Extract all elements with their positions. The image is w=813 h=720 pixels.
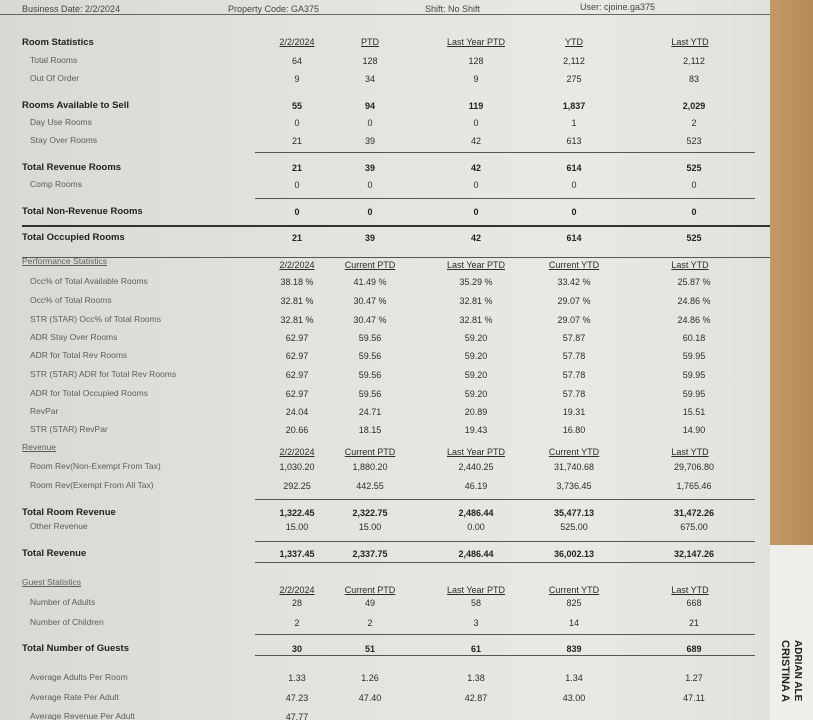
table-cell: 42 (470, 233, 482, 243)
table-cell: 31,740.68 (553, 462, 595, 472)
column-header: Current YTD (548, 260, 600, 270)
row-label: ADR Stay Over Rooms (30, 332, 118, 342)
table-cell: 33.42 % (557, 277, 591, 287)
table-cell: 1,322.45 (279, 508, 315, 518)
column-header: Current YTD (548, 585, 600, 595)
table-cell: 0 (473, 180, 479, 190)
table-cell: 41.49 % (353, 277, 387, 287)
table-cell: 39 (364, 163, 376, 173)
table-cell: 2,337.75 (352, 549, 388, 559)
row-label: ADR for Total Occupied Rooms (30, 388, 148, 398)
table-cell: 59.20 (464, 333, 488, 343)
table-cell: 57.87 (562, 333, 586, 343)
table-cell: 32.81 % (280, 315, 314, 325)
table-cell: 0 (294, 207, 300, 217)
table-cell: 55 (291, 101, 303, 111)
table-cell: 59.20 (464, 351, 488, 361)
row-label: ADR for Total Rev Rooms (30, 350, 128, 360)
side-note-line2: CRISTINA A (779, 640, 791, 703)
table-cell: 0.00 (467, 522, 485, 532)
row-label: Room Rev(Exempt From All Tax) (30, 480, 154, 490)
section-title: Revenue (22, 442, 57, 452)
table-cell: 18.15 (358, 425, 382, 435)
column-header: Last Year PTD (446, 37, 506, 47)
row-label: Occ% of Total Rooms (30, 295, 112, 305)
row-label: Other Revenue (30, 521, 88, 531)
table-cell: 59.95 (682, 351, 706, 361)
table-cell: 32.81 % (459, 315, 493, 325)
table-cell: 64 (291, 56, 303, 66)
table-cell: 21 (688, 618, 700, 628)
table-cell: 59.95 (682, 389, 706, 399)
column-header: PTD (361, 37, 379, 47)
table-cell: 30 (291, 644, 303, 654)
row-label: Total Rooms (30, 55, 78, 65)
table-cell: 2 (691, 118, 697, 128)
column-header: Last YTD (671, 37, 709, 47)
column-header: Current YTD (548, 447, 600, 457)
table-rule (255, 152, 755, 153)
row-label: Out Of Order (30, 73, 80, 83)
table-cell: 31,472.26 (673, 508, 715, 518)
table-cell: 9 (473, 74, 479, 84)
table-cell: 442.55 (356, 481, 384, 491)
table-cell: 3 (473, 618, 479, 628)
table-cell: 59.56 (358, 370, 382, 380)
table-cell: 19.31 (562, 407, 586, 417)
column-header: Last YTD (671, 447, 709, 457)
table-cell: 15.51 (682, 407, 706, 417)
table-cell: 32.81 % (280, 296, 314, 306)
column-header: Last YTD (671, 260, 709, 270)
property-code: Property Code: GA375 (228, 4, 320, 14)
row-label: RevPar (30, 406, 59, 416)
row-label: Occ% of Total Available Rooms (30, 276, 148, 286)
table-cell: 49 (364, 598, 376, 608)
table-cell: 30.47 % (353, 296, 387, 306)
table-cell: 35,477.13 (553, 508, 595, 518)
table-cell: 1.34 (565, 673, 583, 683)
total-row-label: Total Occupied Rooms (22, 232, 125, 243)
table-cell: 1.27 (685, 673, 703, 683)
table-cell: 1,880.20 (352, 462, 388, 472)
table-cell: 21 (291, 163, 303, 173)
table-cell: 57.78 (562, 370, 586, 380)
table-cell: 525 (686, 233, 702, 243)
table-rule (255, 655, 755, 656)
table-rule (255, 634, 755, 635)
table-cell: 51 (364, 644, 376, 654)
table-cell: 292.25 (283, 481, 311, 491)
table-cell: 59.56 (358, 333, 382, 343)
table-cell: 34 (364, 74, 376, 84)
table-cell: 0 (473, 118, 479, 128)
table-cell: 59.95 (682, 370, 706, 380)
table-cell: 2,322.75 (352, 508, 388, 518)
table-cell: 62.97 (285, 389, 309, 399)
section-title: Guest Statistics (22, 577, 82, 587)
table-cell: 1.38 (467, 673, 485, 683)
table-cell: 2,486.44 (458, 508, 494, 518)
table-cell: 16.80 (562, 425, 586, 435)
row-label: Stay Over Rooms (30, 135, 98, 145)
table-cell: 0 (367, 207, 373, 217)
table-cell: 1 (571, 118, 577, 128)
table-cell: 60.18 (682, 333, 706, 343)
table-cell: 42 (470, 136, 482, 146)
section-title: Room Statistics (22, 37, 94, 48)
table-cell: 15.00 (285, 522, 309, 532)
table-cell: 0 (691, 180, 697, 190)
row-label: Number of Adults (30, 597, 96, 607)
total-row-label: Total Number of Guests (22, 643, 129, 654)
table-cell: 614 (566, 233, 582, 243)
table-rule (22, 257, 770, 258)
table-cell: 14 (568, 618, 580, 628)
total-row-label: Rooms Available to Sell (22, 100, 129, 111)
table-cell: 36,002.13 (553, 549, 595, 559)
table-cell: 58 (470, 598, 482, 608)
table-cell: 0 (691, 207, 697, 217)
table-cell: 825 (566, 598, 582, 608)
row-label: Number of Children (30, 617, 104, 627)
table-cell: 0 (367, 118, 373, 128)
column-header: 2/2/2024 (279, 260, 315, 270)
table-cell: 1,837 (562, 101, 586, 111)
table-cell: 62.97 (285, 333, 309, 343)
table-cell: 19.43 (464, 425, 488, 435)
column-header: Last Year PTD (446, 447, 506, 457)
table-rule (255, 541, 755, 542)
table-cell: 57.78 (562, 351, 586, 361)
table-cell: 523 (686, 136, 702, 146)
table-cell: 42.87 (464, 693, 488, 703)
table-cell: 59.20 (464, 389, 488, 399)
total-row-label: Total Non-Revenue Rooms (22, 206, 143, 217)
table-cell: 689 (686, 644, 702, 654)
table-cell: 35.29 % (459, 277, 493, 287)
table-cell: 57.78 (562, 389, 586, 399)
table-cell: 94 (364, 101, 376, 111)
table-cell: 0 (571, 207, 577, 217)
column-header: Last YTD (671, 585, 709, 595)
table-cell: 275 (566, 74, 582, 84)
table-cell: 62.97 (285, 370, 309, 380)
column-header: Current PTD (344, 447, 396, 457)
table-cell: 47.23 (285, 693, 309, 703)
row-label: Average Rate Per Adult (30, 692, 119, 702)
column-header: 2/2/2024 (279, 37, 315, 47)
row-label: STR (STAR) RevPar (30, 424, 108, 434)
table-cell: 1,030.20 (279, 462, 315, 472)
table-cell: 59.56 (358, 351, 382, 361)
total-row-label: Total Revenue Rooms (22, 162, 122, 173)
table-cell: 0 (367, 180, 373, 190)
table-cell: 25.87 % (677, 277, 711, 287)
table-cell: 47.77 (285, 712, 309, 720)
table-rule (255, 499, 755, 500)
table-cell: 1,765.46 (676, 481, 712, 491)
table-cell: 2 (367, 618, 373, 628)
table-cell: 2,486.44 (458, 549, 494, 559)
table-cell: 1.26 (361, 673, 379, 683)
table-cell: 38.18 % (280, 277, 314, 287)
side-note-line1: ADRIAN ALE (792, 640, 803, 702)
table-cell: 24.04 (285, 407, 309, 417)
column-header: Last Year PTD (446, 260, 506, 270)
table-cell: 668 (686, 598, 702, 608)
table-cell: 62.97 (285, 351, 309, 361)
total-row-label: Total Revenue (22, 548, 87, 559)
total-row-label: Total Room Revenue (22, 507, 116, 518)
column-header: Last Year PTD (446, 585, 506, 595)
table-cell: 29.07 % (557, 315, 591, 325)
table-cell: 3,736.45 (556, 481, 592, 491)
table-cell: 28 (291, 598, 303, 608)
table-cell: 29,706.80 (673, 462, 715, 472)
table-cell: 2,112 (563, 56, 585, 66)
table-cell: 20.89 (464, 407, 488, 417)
table-cell: 119 (468, 101, 484, 111)
row-label: STR (STAR) ADR for Total Rev Rooms (30, 369, 177, 379)
table-cell: 24.86 % (677, 315, 711, 325)
row-label: Average Revenue Per Adult (30, 711, 135, 720)
table-cell: 61 (470, 644, 482, 654)
table-rule (255, 562, 755, 563)
shift-label: Shift: No Shift (425, 4, 481, 14)
column-header: 2/2/2024 (279, 585, 315, 595)
table-cell: 83 (688, 74, 700, 84)
table-cell: 47.11 (683, 693, 705, 703)
section-title: Performance Statistics (22, 256, 108, 266)
table-cell: 0 (294, 118, 300, 128)
table-cell: 20.66 (285, 425, 309, 435)
table-cell: 1,337.45 (279, 549, 315, 559)
table-cell: 9 (294, 74, 300, 84)
table-cell: 39 (364, 233, 376, 243)
row-label: Room Rev(Non-Exempt From Tax) (30, 461, 161, 471)
table-cell: 14.90 (682, 425, 706, 435)
row-label: STR (STAR) Occ% of Total Rooms (30, 314, 161, 324)
table-cell: 15.00 (358, 522, 382, 532)
table-rule (255, 198, 755, 199)
table-cell: 30.47 % (353, 315, 387, 325)
table-cell: 0 (571, 180, 577, 190)
table-cell: 2,029 (682, 101, 706, 111)
table-rule (22, 225, 770, 227)
table-cell: 2,440.25 (458, 462, 494, 472)
table-cell: 24.71 (358, 407, 382, 417)
column-header: Current PTD (344, 585, 396, 595)
table-cell: 0 (473, 207, 479, 217)
table-cell: 32.81 % (459, 296, 493, 306)
table-cell: 24.86 % (677, 296, 711, 306)
row-label: Comp Rooms (30, 179, 82, 189)
table-cell: 59.56 (358, 389, 382, 399)
table-cell: 525.00 (560, 522, 588, 532)
table-cell: 613 (566, 136, 582, 146)
row-label: Average Adults Per Room (30, 672, 128, 682)
table-cell: 2,112 (683, 56, 705, 66)
column-header: YTD (565, 37, 583, 47)
table-cell: 675.00 (680, 522, 708, 532)
table-cell: 21 (291, 233, 303, 243)
table-cell: 29.07 % (557, 296, 591, 306)
column-header: 2/2/2024 (279, 447, 315, 457)
table-cell: 59.20 (464, 370, 488, 380)
column-header: Current PTD (344, 260, 396, 270)
table-cell: 0 (294, 180, 300, 190)
table-cell: 46.19 (464, 481, 488, 491)
table-cell: 128 (468, 56, 484, 66)
table-cell: 128 (362, 56, 378, 66)
table-cell: 32,147.26 (673, 549, 715, 559)
table-cell: 43.00 (562, 693, 586, 703)
header-rule (0, 14, 770, 15)
table-cell: 42 (470, 163, 482, 173)
row-label: Day Use Rooms (30, 117, 92, 127)
table-cell: 39 (364, 136, 376, 146)
business-date: Business Date: 2/2/2024 (22, 4, 121, 14)
user-label: User: cjoine.ga375 (580, 2, 656, 12)
table-cell: 2 (294, 618, 300, 628)
table-cell: 839 (566, 644, 582, 654)
table-cell: 525 (686, 163, 702, 173)
table-cell: 614 (566, 163, 582, 173)
table-cell: 1.33 (288, 673, 306, 683)
table-cell: 21 (291, 136, 303, 146)
table-cell: 47.40 (358, 693, 382, 703)
